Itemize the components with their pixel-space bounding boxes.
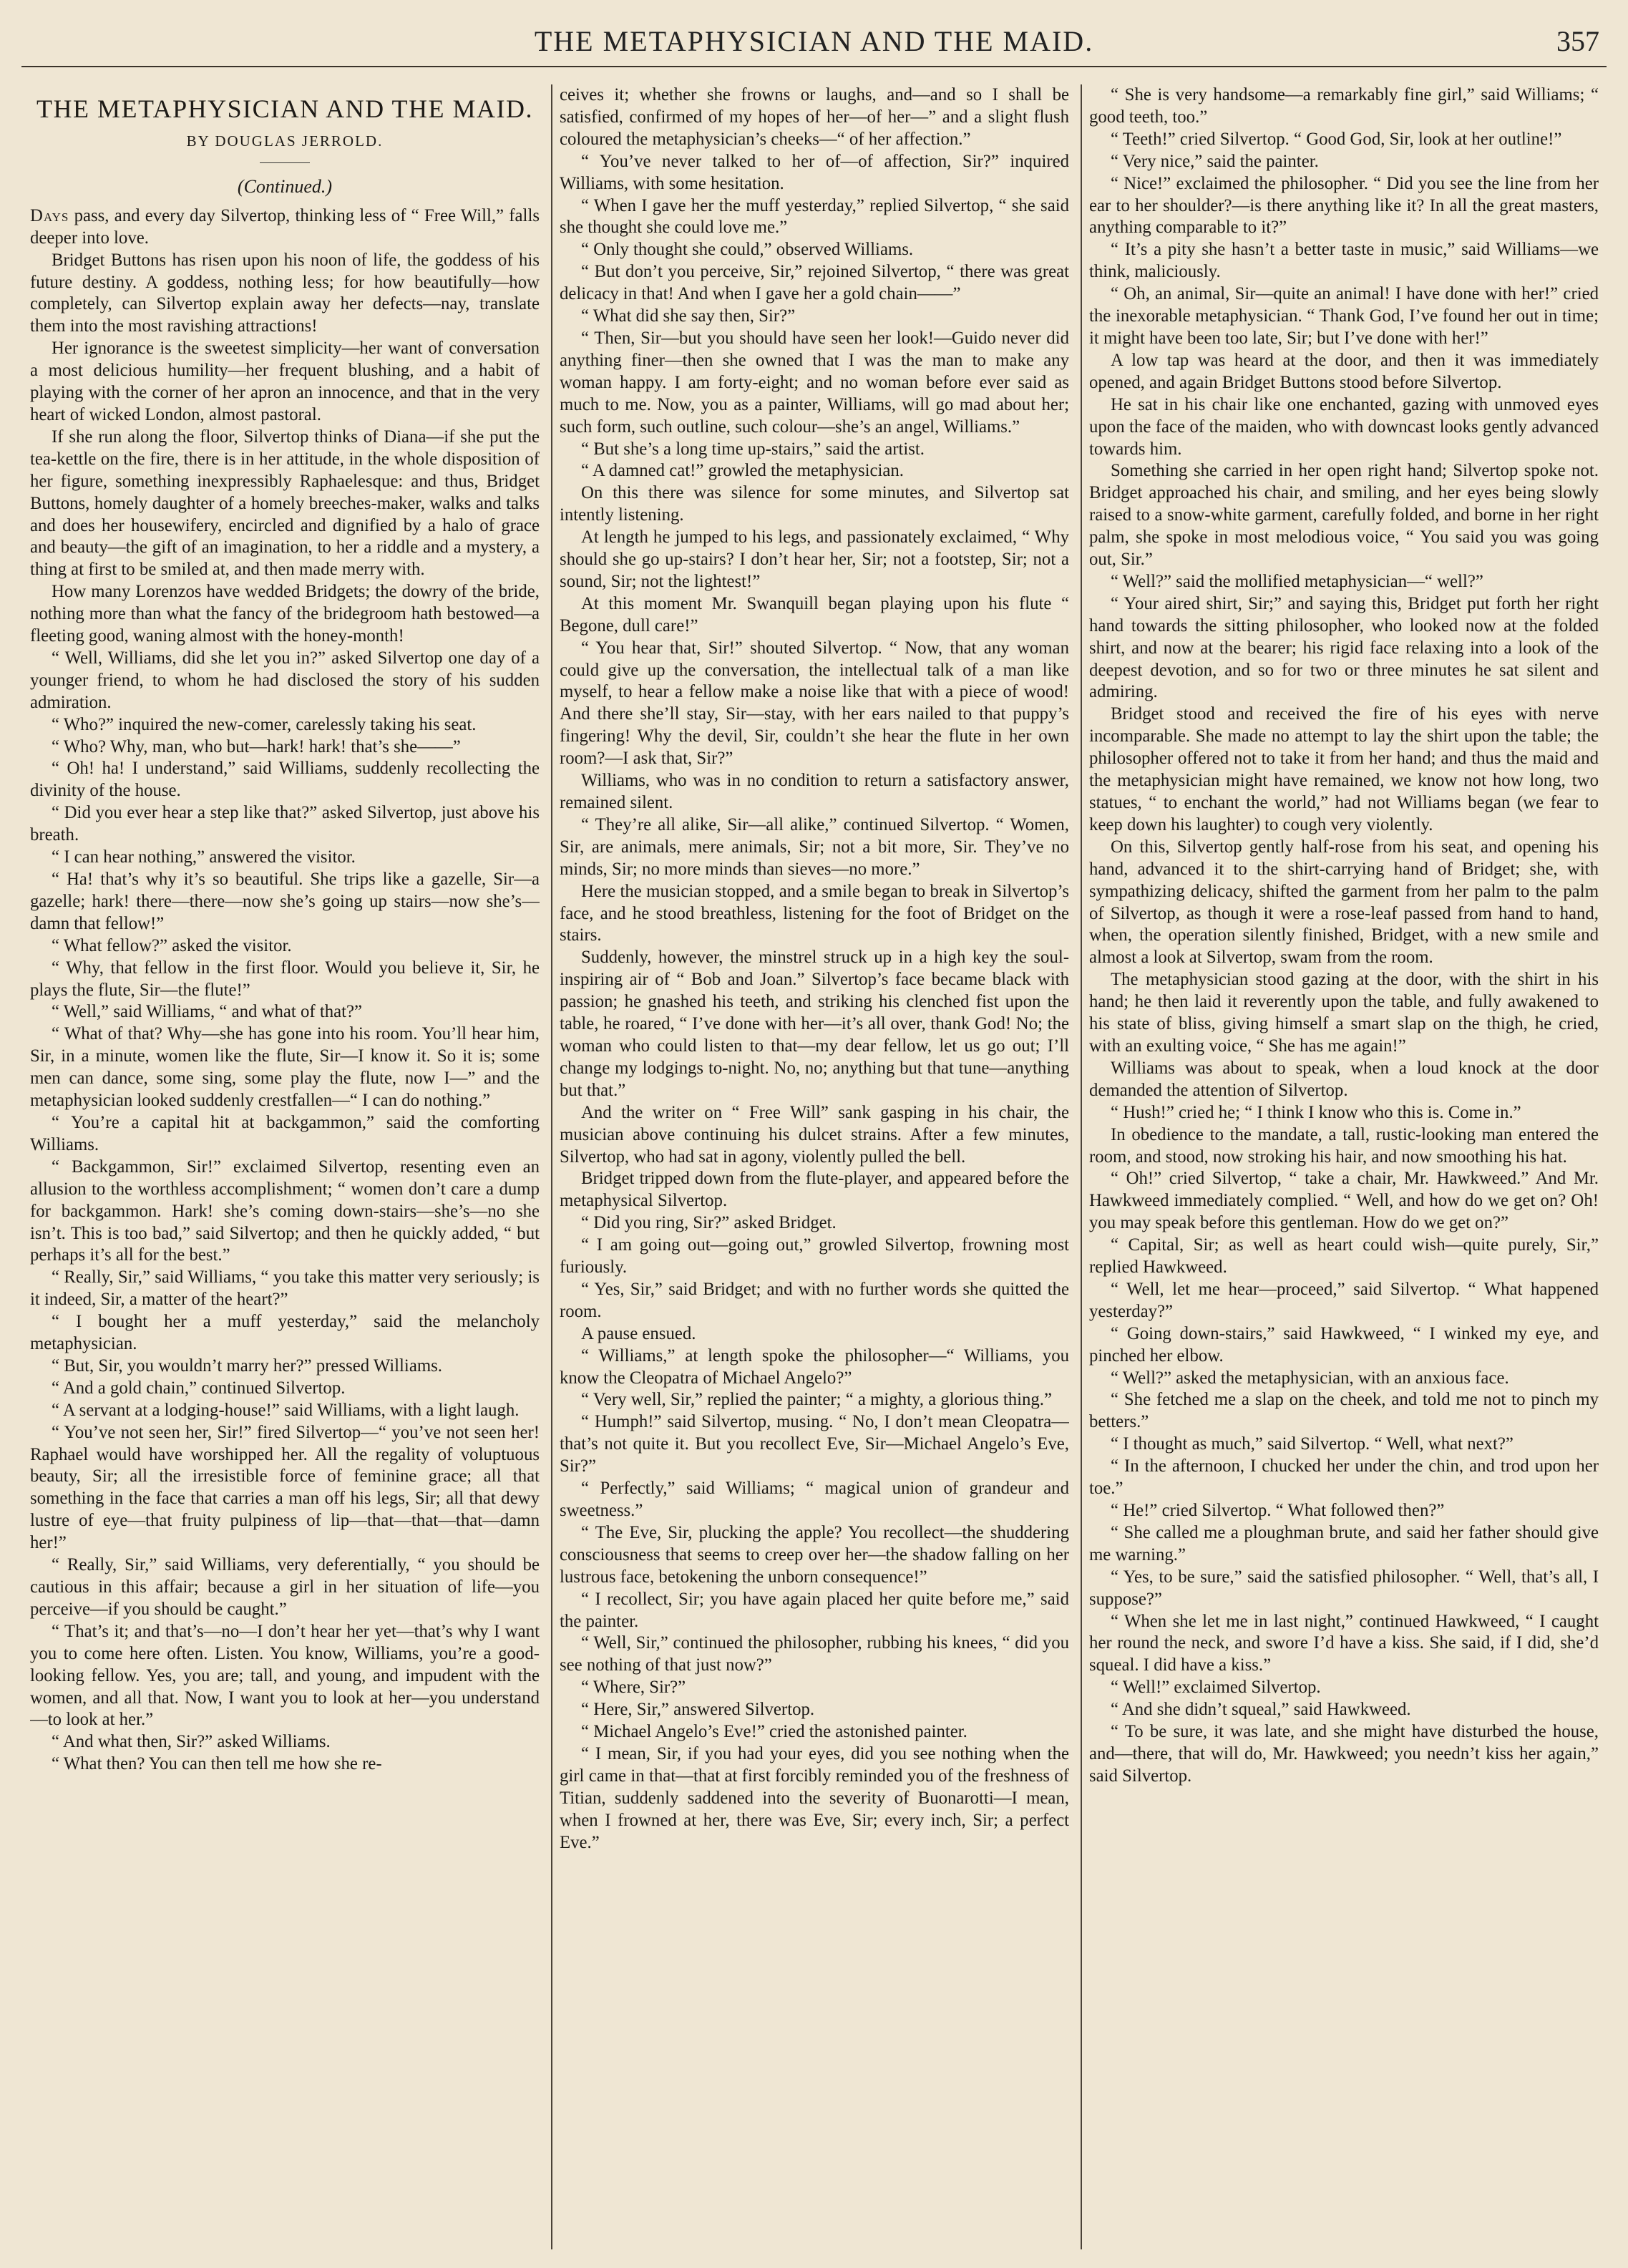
paragraph: “ Williams,” at length spoke the philosopher—“ Williams, you know the Cleopatra of Michael Angelo?” xyxy=(560,1345,1069,1388)
paragraph: And the writer on “ Free Will” sank gasping in his chair, the musician above continuing his dulcet strains. After a few minutes, Silvertop, who had sat in agony, violently pulled the bell. xyxy=(560,1102,1069,1167)
paragraph-list xyxy=(30,250,540,1776)
paragraph: “ Really, Sir,” said Williams, very deferentially, “ you should be cautious in this affair; because a girl in her situation of life—you perceive—if you should be caught.” xyxy=(30,1555,540,1619)
paragraph: “ Well, Sir,” continued the philosopher, rubbing his knees, “ did you see nothing of that just now?” xyxy=(560,1633,1069,1675)
paragraph: “ Very nice,” said the painter. xyxy=(1111,151,1319,171)
paragraph-text: pass, and every day Silvertop, thinking less of “ Free Will,” falls deeper into love. xyxy=(30,205,540,248)
paragraph: “ Did you ever hear a step like that?” asked Silvertop, just above his breath. xyxy=(30,803,540,845)
paragraph: A pause ensued. xyxy=(581,1323,696,1343)
paragraph: “ She fetched me a slap on the cheek, and told me not to pinch my betters.” xyxy=(1089,1390,1599,1432)
paragraph: “ Well, Williams, did she let you in?” asked Silvertop one day of a younger friend, to whom he had disclosed the story of his sudden admiration. xyxy=(30,648,540,712)
paragraph: “ Oh! ha! I understand,” said Williams, suddenly recollecting the divinity of the house. xyxy=(30,759,540,801)
paragraph: “ But she’s a long time up-stairs,” said the artist. xyxy=(581,439,925,459)
paragraph: Something she carried in her open right hand; Silvertop spoke not. Bridget approached his chair, and smiling, and her eyes being slowly raised to a snow-white garment, carefully folded, and borne in her right palm, she spoke in most melodious voice, “ You said you was going out, Sir.” xyxy=(1089,461,1599,570)
paragraph: “ And a gold chain,” continued Silvertop. xyxy=(52,1378,346,1398)
paragraph: “ Going down-stairs,” said Hawkweed, “ I winked my eye, and pinched her elbow. xyxy=(1089,1323,1599,1366)
column-3 xyxy=(1089,84,1599,2249)
paragraph: In obedience to the mandate, a tall, rustic-looking man entered the room, and stood, now stroking his hair, and now smoothing his hat. xyxy=(1089,1124,1599,1167)
paragraph: “ It’s a pity she hasn’t a better taste in music,” said Williams—we think, maliciously. xyxy=(1089,240,1599,282)
paragraph: “ The Eve, Sir, plucking the apple? You recollect—the shuddering consciousness that seems to creep over her—the shadow falling on her lustrous face, betokening the unborn consequence!” xyxy=(560,1522,1069,1587)
paragraph: Here the musician stopped, and a smile began to break in Silvertop’s face, and he stood breathless, listening for the foot of Bridget on the stairs. xyxy=(560,881,1069,945)
paragraph: “ What then? You can then tell me how she re- xyxy=(52,1754,382,1774)
paragraph: “ Only thought she could,” observed Williams. xyxy=(581,240,914,260)
paragraph: “ What fellow?” asked the visitor. xyxy=(52,935,292,955)
paragraph: “ A servant at a lodging-house!” said Williams, with a light laugh. xyxy=(52,1400,520,1420)
continued-note: (Continued.) xyxy=(237,175,333,197)
paragraph: “ That’s it; and that’s—no—I don’t hear her yet—that’s why I want you to come here often. Listen. You know, Williams, you’re a good-looking fellow. Yes, you are; tall, and young, and impudent with the women, and all that. Now, I want you to look at her—you understand—to look at her.” xyxy=(30,1621,540,1730)
paragraph: “ You’re a capital hit at backgammon,” said the comforting Williams. xyxy=(30,1112,540,1154)
page-number: 357 xyxy=(1556,25,1599,57)
paragraph-list xyxy=(560,84,1069,1854)
paragraph: Bridget Buttons has risen upon his noon of life, the goddess of his future destiny. A goddess, nothing less; for how beautifully—how completely, can Silvertop explain away her defects—nay, translate them into the most ravishing attractions! xyxy=(30,250,540,336)
paragraph: “ He!” cried Silvertop. “ What followed then?” xyxy=(1111,1501,1445,1520)
paragraph: Her ignorance is the sweetest simplicity—her want of conversation a most delicious humility—her frequent blushing, and a habit of playing with the corner of her apron an innocence, and that in the very heart of wicked London, almost pastoral. xyxy=(30,339,540,424)
paragraph: “ Well, let me hear—proceed,” said Silvertop. “ What happened yesterday?” xyxy=(1089,1279,1599,1321)
column-rule-2 xyxy=(1081,84,1082,2249)
paragraph: “ Nice!” exclaimed the philosopher. “ Did you see the line from her ear to her shoulder?—is there anything like it? In all the great masters, anything comparable to it?” xyxy=(1089,173,1599,238)
byline-rule xyxy=(260,162,310,163)
paragraph: The metaphysician stood gazing at the door, with the shirt in his hand; he then laid it reverently upon the table, and fully awakened to his state of bliss, giving himself a smart slap on the thigh, he cried, with an exulting voice, “ She has me again!” xyxy=(1089,970,1599,1056)
paragraph xyxy=(30,205,540,250)
paragraph: “ They’re all alike, Sir—all alike,” continued Silvertop. “ Women, Sir, are animals, mere animals, Sir; not a bit more, Sir. They’ve no minds, Sir; no more minds than sieves—no more.” xyxy=(560,814,1069,879)
paragraph: “ I can hear nothing,” answered the visitor. xyxy=(52,847,356,867)
paragraph: “ But, Sir, you wouldn’t marry her?” pressed Williams. xyxy=(52,1356,442,1376)
paragraph: “ I thought as much,” said Silvertop. “ Well, what next?” xyxy=(1111,1434,1514,1454)
paragraph: “ What of that? Why—she has gone into his room. You’ll hear him, Sir, in a minute, women like the flute, Sir—I know it. So it is; some men can dance, some sing, some play the flute, now I—” and the metaphysician looked suddenly crestfallen—“ I can do nothing.” xyxy=(30,1024,540,1111)
paragraph: “ Did you ring, Sir?” asked Bridget. xyxy=(581,1213,837,1233)
paragraph: “ And what then, Sir?” asked Williams. xyxy=(52,1732,331,1752)
paragraph: “ A damned cat!” growled the metaphysician. xyxy=(581,461,905,481)
column-rule-1 xyxy=(551,84,552,2249)
paragraph: “ I bought her a muff yesterday,” said the melancholy metaphysician. xyxy=(30,1312,540,1354)
paragraph: “ You’ve never talked to her of—of affection, Sir?” inquired Williams, with some hesitation. xyxy=(560,151,1069,193)
paragraph: “ Then, Sir—but you should have seen her look!—Guido never did anything finer—then she owned that I was the man to make any woman happy. I am forty-eight; and no woman before ever said as much to me. Now, you as a painter, Williams, will go mad about her; such form, such outline, such colour—she’s an angel, Williams.” xyxy=(560,328,1069,437)
paragraph: “ To be sure, it was late, and she might have disturbed the house, and—there, that will do, Mr. Hawkweed; you needn’t kiss her again,” said Silvertop. xyxy=(1089,1722,1599,1786)
paragraph: “ Really, Sir,” said Williams, “ you take this matter very seriously; is it indeed, Sir, a matter of the heart?” xyxy=(30,1267,540,1310)
paragraph: “ Where, Sir?” xyxy=(581,1678,686,1698)
paragraph: “ Yes, to be sure,” said the satisfied philosopher. “ Well, that’s all, I suppose?” xyxy=(1089,1567,1599,1609)
paragraph: “ I mean, Sir, if you had your eyes, did you see nothing when the girl came in that—that at first forcibly reminded you of the freshness of Titian, suddenly saddened into the severity of Buonarotti—I mean, when I frowned at her, there was Eve, Sir; every inch, Sir; a perfect Eve.” xyxy=(560,1743,1069,1852)
header-rule xyxy=(21,66,1607,67)
paragraph: “ Your aired shirt, Sir;” and saying this, Bridget put forth her right hand towards the sitting philosopher, who looked now at the folded shirt, and now at the bearer; his rigid face relaxing into a look of the deepest devotion, and so for two or three minutes he sat silent and admiring. xyxy=(1089,593,1599,702)
paragraph: He sat in his chair like one enchanted, gazing with unmoved eyes upon the face of the maiden, who with downcast looks gently advanced towards him. xyxy=(1089,394,1599,459)
paragraph: “ What did she say then, Sir?” xyxy=(581,306,796,326)
paragraph: “ Perfectly,” said Williams; “ magical union of grandeur and sweetness.” xyxy=(560,1479,1069,1520)
paragraph: “ In the afternoon, I chucked her under the chin, and trod upon her toe.” xyxy=(1089,1456,1599,1499)
paragraph: “ Yes, Sir,” said Bridget; and with no further words she quitted the room. xyxy=(560,1279,1069,1321)
paragraph: “ Ha! that’s why it’s so beautiful. She trips like a gazelle, Sir—a gazelle; hark! there—there—now she’s going up stairs—now she’s—damn that fellow!” xyxy=(30,870,540,933)
paragraph: Bridget tripped down from the flute-player, and appeared before the metaphysical Silvertop. xyxy=(560,1169,1069,1211)
paragraph: “ I am going out—going out,” growled Silvertop, frowning most furiously. xyxy=(560,1235,1069,1277)
column-1 xyxy=(30,84,540,2249)
opening-word: Days xyxy=(30,205,69,225)
paragraph: “ She called me a ploughman brute, and said her father should give me warning.” xyxy=(1089,1522,1599,1564)
paragraph: “ Well,” said Williams, “ and what of that?” xyxy=(52,1002,363,1022)
paragraph: “ I recollect, Sir; you have again placed her quite before me,” said the painter. xyxy=(560,1589,1069,1631)
paragraph: A low tap was heard at the door, and then it was immediately opened, and again Bridget Buttons stood before Silvertop. xyxy=(1089,350,1599,392)
paragraph: ceives it; whether she frowns or laughs, and—and so I shall be satisfied, confirmed of my hopes of her—of her—” and a slight flush coloured the metaphysician’s cheeks—“ of her affection.” xyxy=(560,85,1069,149)
paragraph: “ She is very handsome—a remarkably fine girl,” said Williams; “ good teeth, too.” xyxy=(1089,85,1599,127)
running-title: THE METAPHYSICIAN AND THE MAID. xyxy=(534,25,1094,57)
paragraph: “ You’ve not seen her, Sir!” fired Silvertop—“ you’ve not seen her! Raphael would have worshipped her. All the regality of voluptuous beauty, Sir; all the irresistible force of feminine grace; all that something in the face that carries a man off his legs, Sir; all that dewy lustre of eye—that fruity pulpiness of lip—that—that—that—damn her!” xyxy=(30,1422,540,1553)
paragraph: On this, Silvertop gently half-rose from his seat, and opening his hand, advanced it to the shirt-carrying hand of Bridget; she, with sympathizing delicacy, shifted the garment from her palm to the palm of Silvertop, as though it were a rose-leaf passed from hand to hand, when, the operation silently finished, Bridget, with a new smile and almost a look at Silvertop, swam from the room. xyxy=(1089,837,1599,968)
paragraph: “ When I gave her the muff yesterday,” replied Silvertop, “ she said she thought she could love me.” xyxy=(560,195,1069,238)
paragraph: Bridget stood and received the fire of his eyes with nerve incomparable. She made no attempt to lay the shirt upon the table; the philosopher offered not to take it from her hand; and thus the maid and the metaphysician might have remained, we know not how long, two statues, “ to enchant the world,” had not Williams began (we fear to keep down his laughter) to cough very violently. xyxy=(1089,704,1599,834)
paragraph: “ Why, that fellow in the first floor. Would you believe it, Sir, he plays the flute, Sir—the flute!” xyxy=(30,958,540,1000)
running-header xyxy=(0,20,1628,63)
paragraph: “ Well?” said the mollified metaphysician—“ well?” xyxy=(1111,571,1483,591)
paragraph: “ Teeth!” cried Silvertop. “ Good God, Sir, look at her outline!” xyxy=(1111,129,1562,149)
paragraph: “ Oh!” cried Silvertop, “ take a chair, Mr. Hawkweed.” And Mr. Hawkweed immediately complied. “ Well, and how do we get on? Oh! you may speak before this gentleman. How do we get on?” xyxy=(1089,1169,1599,1233)
paragraph: “ Very well, Sir,” replied the painter; “ a mighty, a glorious thing.” xyxy=(581,1390,1053,1410)
column-2 xyxy=(560,84,1069,2249)
paragraph: “ Hush!” cried he; “ I think I know who this is. Come in.” xyxy=(1111,1102,1521,1122)
paragraph: “ Backgammon, Sir!” exclaimed Silvertop, resenting even an allusion to the worthless accomplishment; “ women don’t care a dump for backgammon. Hark! she’s coming down-stairs—she’s—no she isn’t. This is too bad,” said Silvertop; and then he quickly added, “ but perhaps it’s all for the best.” xyxy=(30,1157,540,1265)
paragraph: On this there was silence for some minutes, and Silvertop sat intently listening. xyxy=(560,483,1069,525)
paragraph: “ When she let me in last night,” continued Hawkweed, “ I caught her round the neck, and swore I’d have a kiss. She said, if I did, she’d squeal. I did have a kiss.” xyxy=(1089,1611,1599,1675)
paragraph: “ Oh, an animal, Sir—quite an animal! I have done with her!” cried the inexorable metaphysician. “ Thank God, I’ve found her out in time; it might have been too late, Sir; but I’ve done with her!” xyxy=(1089,284,1599,348)
paragraph: “ Well!” exclaimed Silvertop. xyxy=(1111,1678,1321,1698)
paragraph: “ Here, Sir,” answered Silvertop. xyxy=(581,1700,815,1720)
paragraph: How many Lorenzos have wedded Bridgets; the dowry of the bride, nothing more than what the fancy of the bridegroom hath bestowed—a fleeting good, waning almost with the honey-month! xyxy=(30,582,540,646)
paragraph: “ Humph!” said Silvertop, musing. “ No, I don’t mean Cleopatra—that’s not quite it. But you recollect Eve, Sir—Michael Angelo’s Eve, Sir?” xyxy=(560,1412,1069,1476)
paragraph: “ You hear that, Sir!” shouted Silvertop. “ Now, that any woman could give up the conversation, the intellectual talk of a man like myself, to hear a fellow make a noise like that with a piece of wood! And there she’ll stay, Sir—stay, with her ears nailed to that puppy’s fingering! Why the devil, Sir, couldn’t she hear the flute in her own room?—I ask that, Sir?” xyxy=(560,638,1069,769)
paragraph: Williams was about to speak, when a loud knock at the door demanded the attention of Silvertop. xyxy=(1089,1058,1599,1100)
paragraph: “ Well?” asked the metaphysician, with an anxious face. xyxy=(1111,1368,1509,1388)
article-title: THE METAPHYSICIAN AND THE MAID. xyxy=(36,94,533,123)
paragraph: “ Who? Why, man, who but—hark! hark! that’s she——” xyxy=(52,736,461,756)
paragraph: “ Michael Angelo’s Eve!” cried the astonished painter. xyxy=(581,1722,967,1742)
paragraph: Suddenly, however, the minstrel struck up in a high key the soul-inspiring air of “ Bob and Joan.” Silvertop’s face became black with passion; he gnashed his teeth, and striking his clenched fist upon the table, he roared, “ I’ve done with her—it’s all over, thank God! No; the woman who could listen to that—my dear fellow, let us go out; I’ll change my lodgings to-night. No, no; anything but that tune—anything but that.” xyxy=(560,948,1069,1100)
byline: BY DOUGLAS JERROLD. xyxy=(186,132,384,150)
paragraph: At this moment Mr. Swanquill began playing upon his flute “ Begone, dull care!” xyxy=(560,593,1069,636)
paragraph: Williams, who was in no condition to return a satisfactory answer, remained silent. xyxy=(560,771,1069,812)
paragraph: If she run along the floor, Silvertop thinks of Diana—if she put the tea-kettle on the fire, there is in her attitude, in the whole disposition of her figure, something inexpressibly Raphaelesque: and thus, Bridget Buttons, homely daughter of a homely breeches-maker, walks and talks and does her housewifery, encircled and dignified by a halo of grace and beauty—the gift of an imagination, to her a riddle and a mystery, a thing at first to be smiled at, and then made merry with. xyxy=(30,427,540,580)
paragraph: “ But don’t you perceive, Sir,” rejoined Silvertop, “ there was great delicacy in that! And when I gave her a gold chain——” xyxy=(560,262,1069,304)
paragraph: “ Capital, Sir; as well as heart could wish—quite purely, Sir,” replied Hawkweed. xyxy=(1089,1235,1599,1277)
paragraph: At length he jumped to his legs, and passionately exclaimed, “ Why should she go up-stairs? I don’t hear her, Sir; not a footstep, Sir; not a sound, Sir; not the lightest!” xyxy=(560,527,1069,591)
paragraph: “ Who?” inquired the new-comer, carelessly taking his seat. xyxy=(52,714,477,734)
paragraph: “ And she didn’t squeal,” said Hawkweed. xyxy=(1111,1700,1411,1720)
paragraph-list xyxy=(1089,84,1599,1788)
